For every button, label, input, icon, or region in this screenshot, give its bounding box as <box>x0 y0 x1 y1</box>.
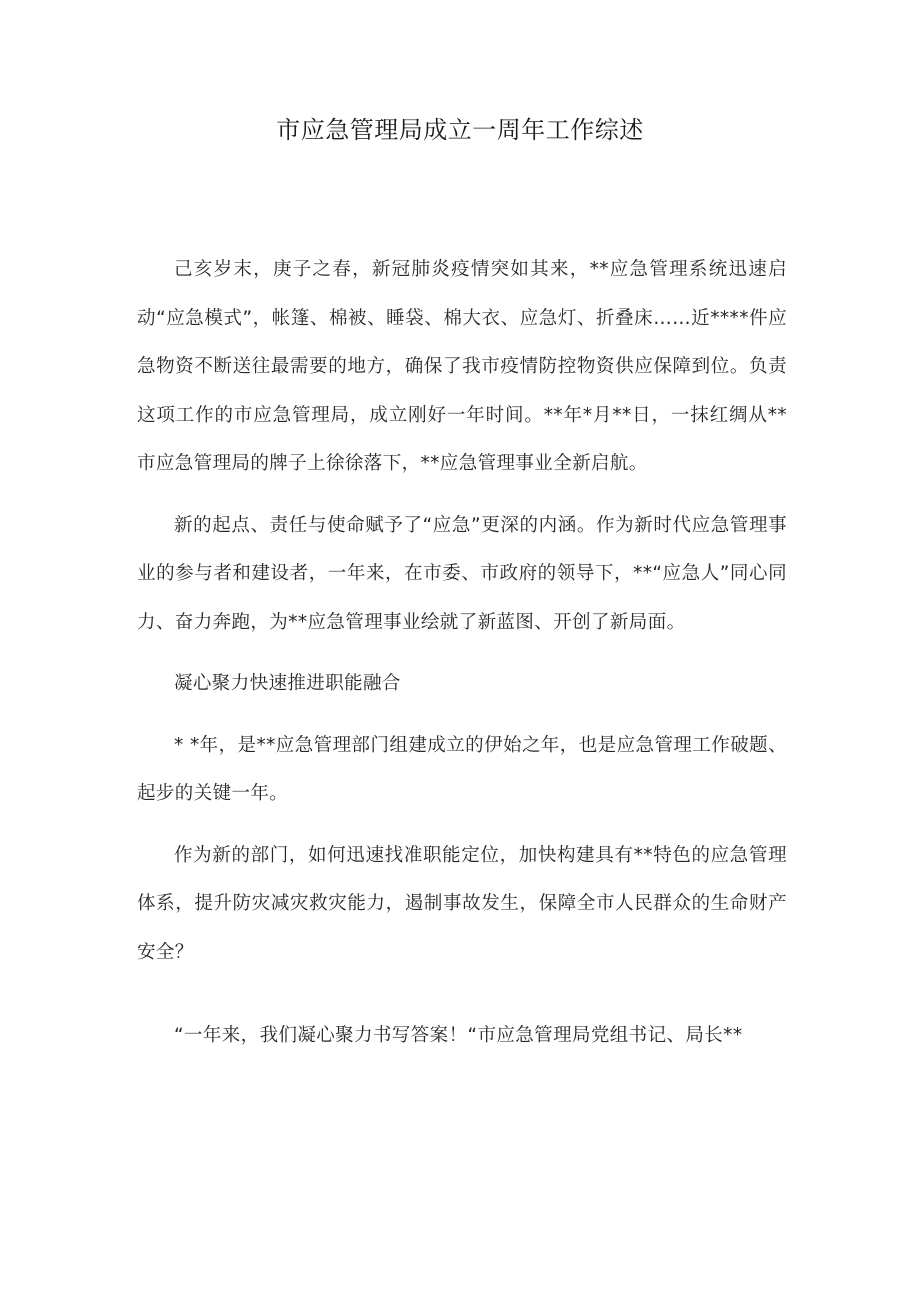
paragraph-first-year: * *年，是**应急管理部门组建成立的伊始之年，也是应急管理工作破题、起步的关键一年。 <box>137 734 787 804</box>
paragraph-new-start: 新的起点、责任与使命赋予了“应急”更深的内涵。作为新时代应急管理事业的参与者和建设者，一年来，在市委、市政府的领导下，**“应急人”同心同力、奋力奔跑，为**应急管理事业绘就了新蓝图、开创了新局面。 <box>137 514 787 633</box>
paragraph-intro: 己亥岁末，庚子之春，新冠肺炎疫情突如其来，**应急管理系统迅速启动“应急模式”，帐篷、棉被、睡袋、棉大衣、应急灯、折叠床……近****件应急物资不断送往最需要的地方，确保了我市疫情防控物资供应保障到位。负责这项工作的市应急管理局，成立刚好一年时间。**年*月**日，一抹红绸从**市应急管理局的牌子上徐徐落下，**应急管理事业全新启航。 <box>137 259 787 474</box>
paragraph-quote: “一年来，我们凝心聚力书写答案！“市应急管理局党组书记、局长** <box>174 1025 743 1046</box>
document-body <box>137 246 787 1074</box>
document-title: 市应急管理局成立一周年工作综述 <box>276 116 644 144</box>
paragraph-question: 作为新的部门，如何迅速找准职能定位，加快构建具有**特色的应急管理体系，提升防灾减灾救灾能力，遏制事故发生，保障全市人民群众的生命财产安全？ <box>137 844 787 963</box>
section-heading: 凝心聚力快速推进职能融合 <box>174 673 401 694</box>
